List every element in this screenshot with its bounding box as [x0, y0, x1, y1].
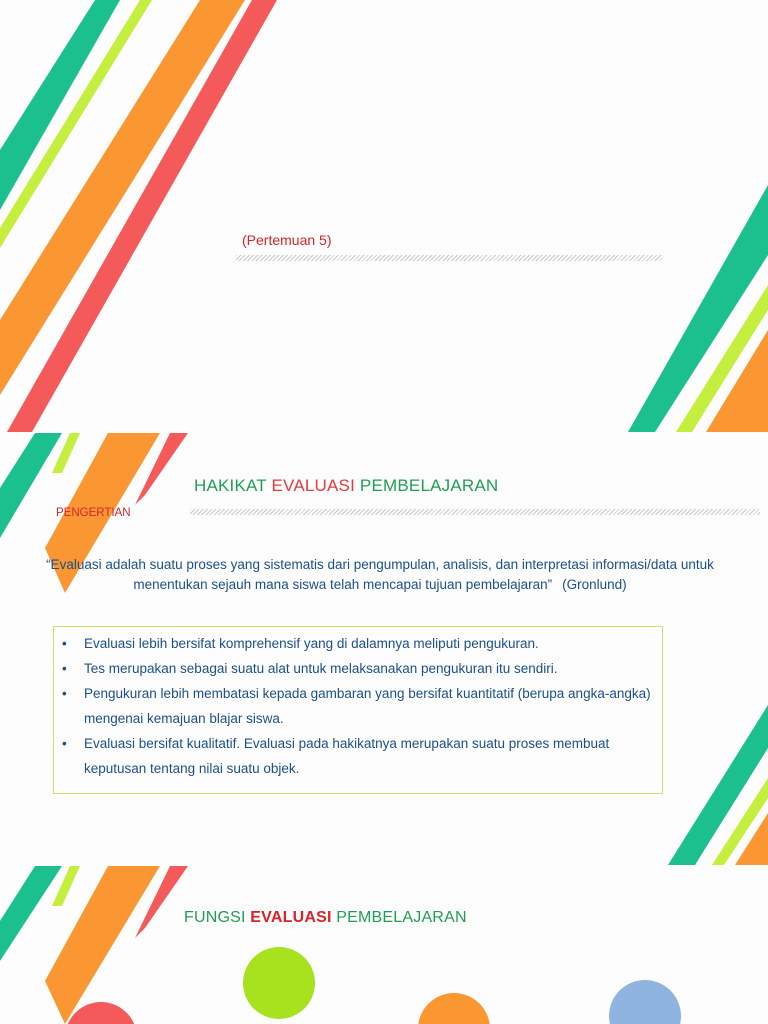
bullet-box — [53, 626, 663, 794]
title-part2: PEMBELAJARAN — [355, 476, 499, 495]
slide-title-fungsi — [184, 909, 467, 927]
meeting-label: (Pertemuan 5) — [242, 232, 332, 248]
red-stripe — [7, 0, 277, 432]
bullet-list — [54, 627, 662, 781]
bullet-item: • Evaluasi lebih bersifat komprehensif yang di dalamnya meliputi pengukuran. — [84, 631, 652, 656]
orange-stripe — [0, 0, 245, 395]
section-label: PENGERTIAN — [56, 507, 131, 519]
divider-line — [190, 509, 760, 515]
bullet-item: • Evaluasi bersifat kualitatif. Evaluasi pada hakikatnya merupakan suatu proses membuat keputusan tentang nilai suatu objek. — [84, 731, 652, 781]
decorative-stripes — [0, 0, 768, 432]
slide-fungsi — [0, 866, 768, 1024]
slide-title-hakikat — [194, 476, 498, 496]
slide-title — [0, 0, 768, 432]
definition-quote — [40, 555, 720, 595]
teal-stripe — [0, 433, 62, 538]
divider-line — [236, 255, 662, 261]
bullet-item: • Tes merupakan sebagai suatu alat untuk melaksanakan pengukuran itu sendiri. — [84, 656, 652, 681]
orange-circle — [418, 993, 490, 1024]
lime-circle — [243, 947, 315, 1019]
teal-stripe — [0, 866, 62, 961]
slide-hakikat — [0, 433, 768, 865]
bullet-item: • Pengukuran lebih membatasi kepada gambaran yang bersifat kuantitatif (berupa angka-angka) mengenai kemajuan blajar siswa. — [84, 681, 652, 731]
title-part1: HAKIKAT — [194, 476, 272, 495]
title-highlight: EVALUASI — [250, 909, 332, 926]
title-part1: FUNGSI — [184, 909, 251, 926]
title-highlight: EVALUASI — [271, 476, 355, 495]
blue-circle — [609, 980, 681, 1024]
title-part2: PEMBELAJARAN — [331, 909, 467, 926]
quote-text: “Evaluasi adalah suatu proses yang sistematis dari pengumpulan, analisis, dan interpretasi informasi/data untuk menentukan sejauh mana siswa telah mencapai tujuan pembelajaran” — [46, 557, 714, 592]
decorative-shapes — [0, 866, 768, 1024]
quote-source: (Gronlund) — [562, 577, 627, 592]
